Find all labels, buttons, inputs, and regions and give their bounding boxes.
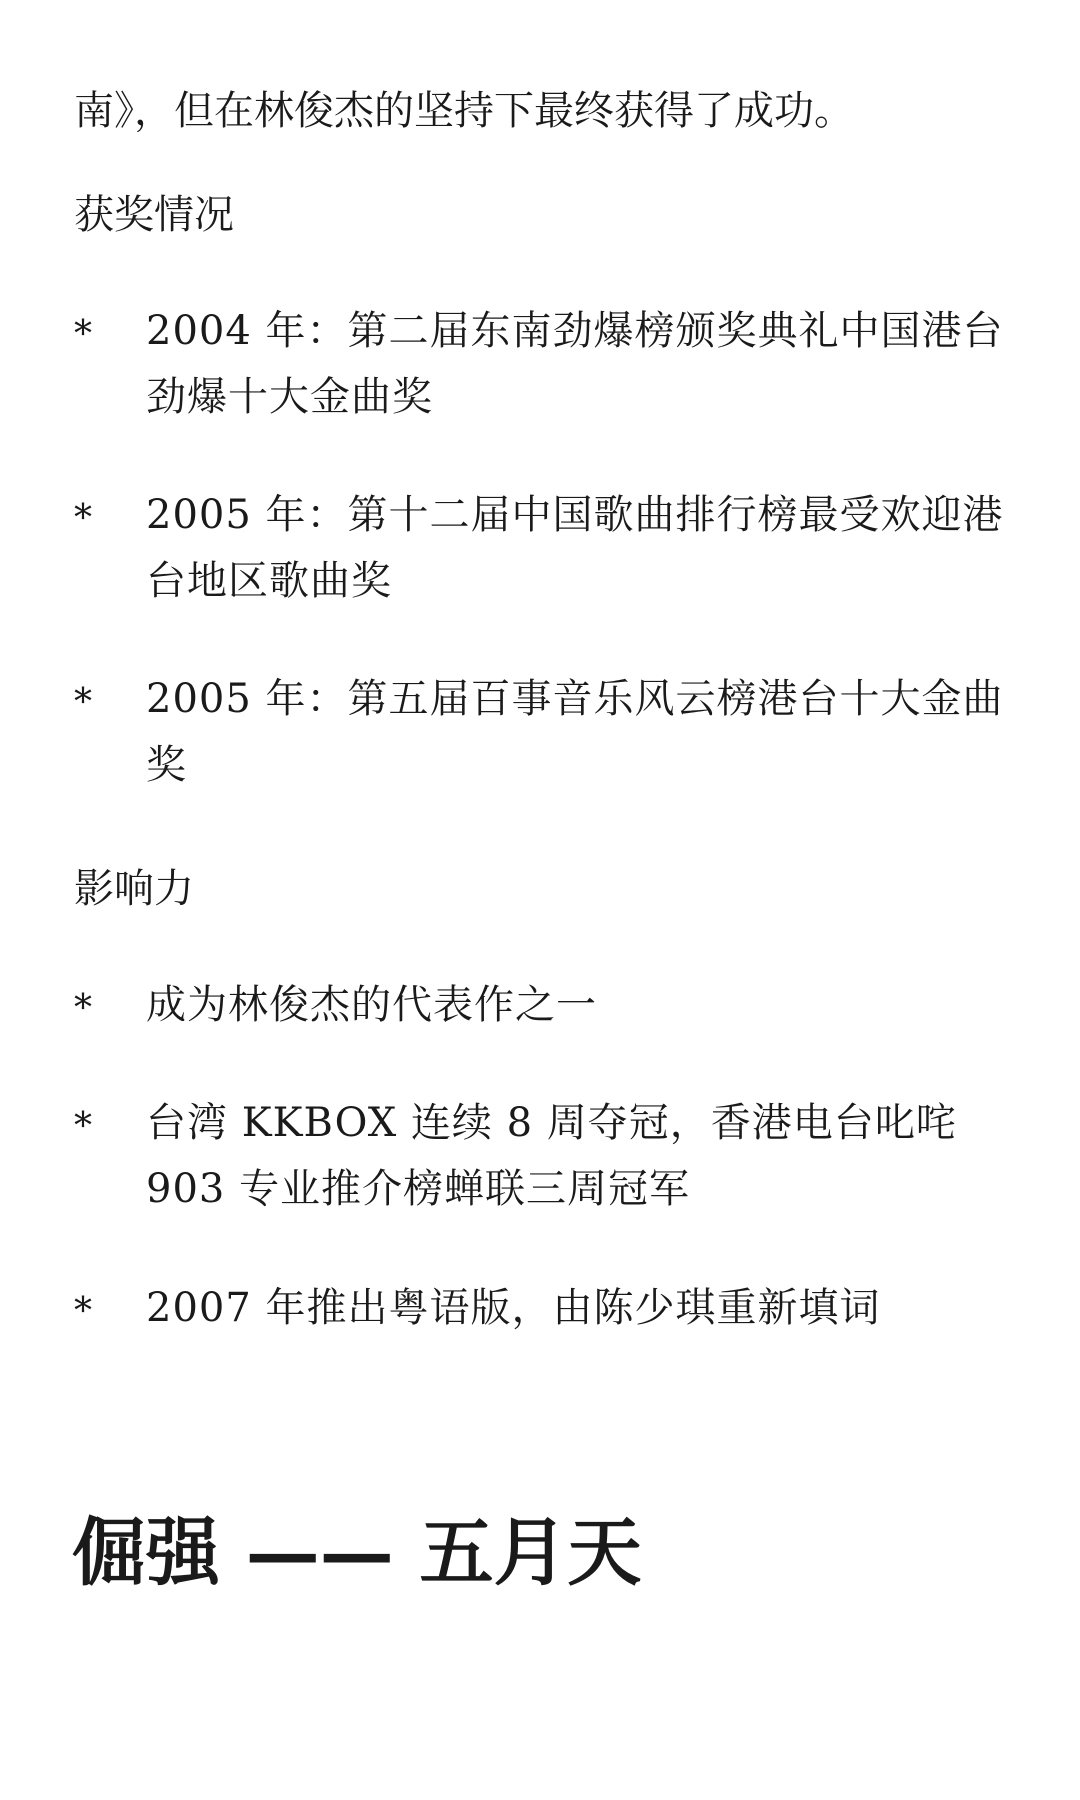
influence-text: 2007 年推出粤语版，由陈少琪重新填词: [146, 1285, 881, 1331]
award-list-item: [74, 666, 1014, 798]
influence-list-item: [74, 1275, 1014, 1341]
award-text: 2004 年：第二届东南劲爆榜颁奖典礼中国港台劲爆十大金曲奖: [146, 308, 1004, 420]
influence-list-item: [74, 972, 1014, 1038]
bullet-icon: *: [74, 1291, 92, 1332]
awards-heading: 获奖情况: [74, 192, 234, 238]
bullet-icon: *: [74, 682, 92, 723]
award-text: 2005 年：第十二届中国歌曲排行榜最受欢迎港台地区歌曲奖: [146, 492, 1004, 604]
influence-list-item: [74, 1090, 1014, 1222]
award-list-item: [74, 482, 1014, 614]
award-text: 2005 年：第五届百事音乐风云榜港台十大金曲奖: [146, 676, 1004, 788]
bullet-icon: *: [74, 498, 92, 539]
influence-heading: 影响力: [74, 866, 194, 912]
bullet-icon: *: [74, 1106, 92, 1147]
influence-text: 成为林俊杰的代表作之一: [146, 982, 597, 1028]
influence-text: 台湾 KKBOX 连续 8 周夺冠，香港电台叱咤 903 专业推介榜蝉联三周冠军: [146, 1100, 957, 1212]
next-song-title: 倔强 —— 五月天: [72, 1510, 642, 1596]
bullet-icon: *: [74, 314, 92, 355]
bullet-icon: *: [74, 988, 92, 1029]
award-list-item: [74, 298, 1014, 430]
intro-paragraph-tail: 南》，但在林俊杰的坚持下最终获得了成功。: [74, 88, 854, 134]
